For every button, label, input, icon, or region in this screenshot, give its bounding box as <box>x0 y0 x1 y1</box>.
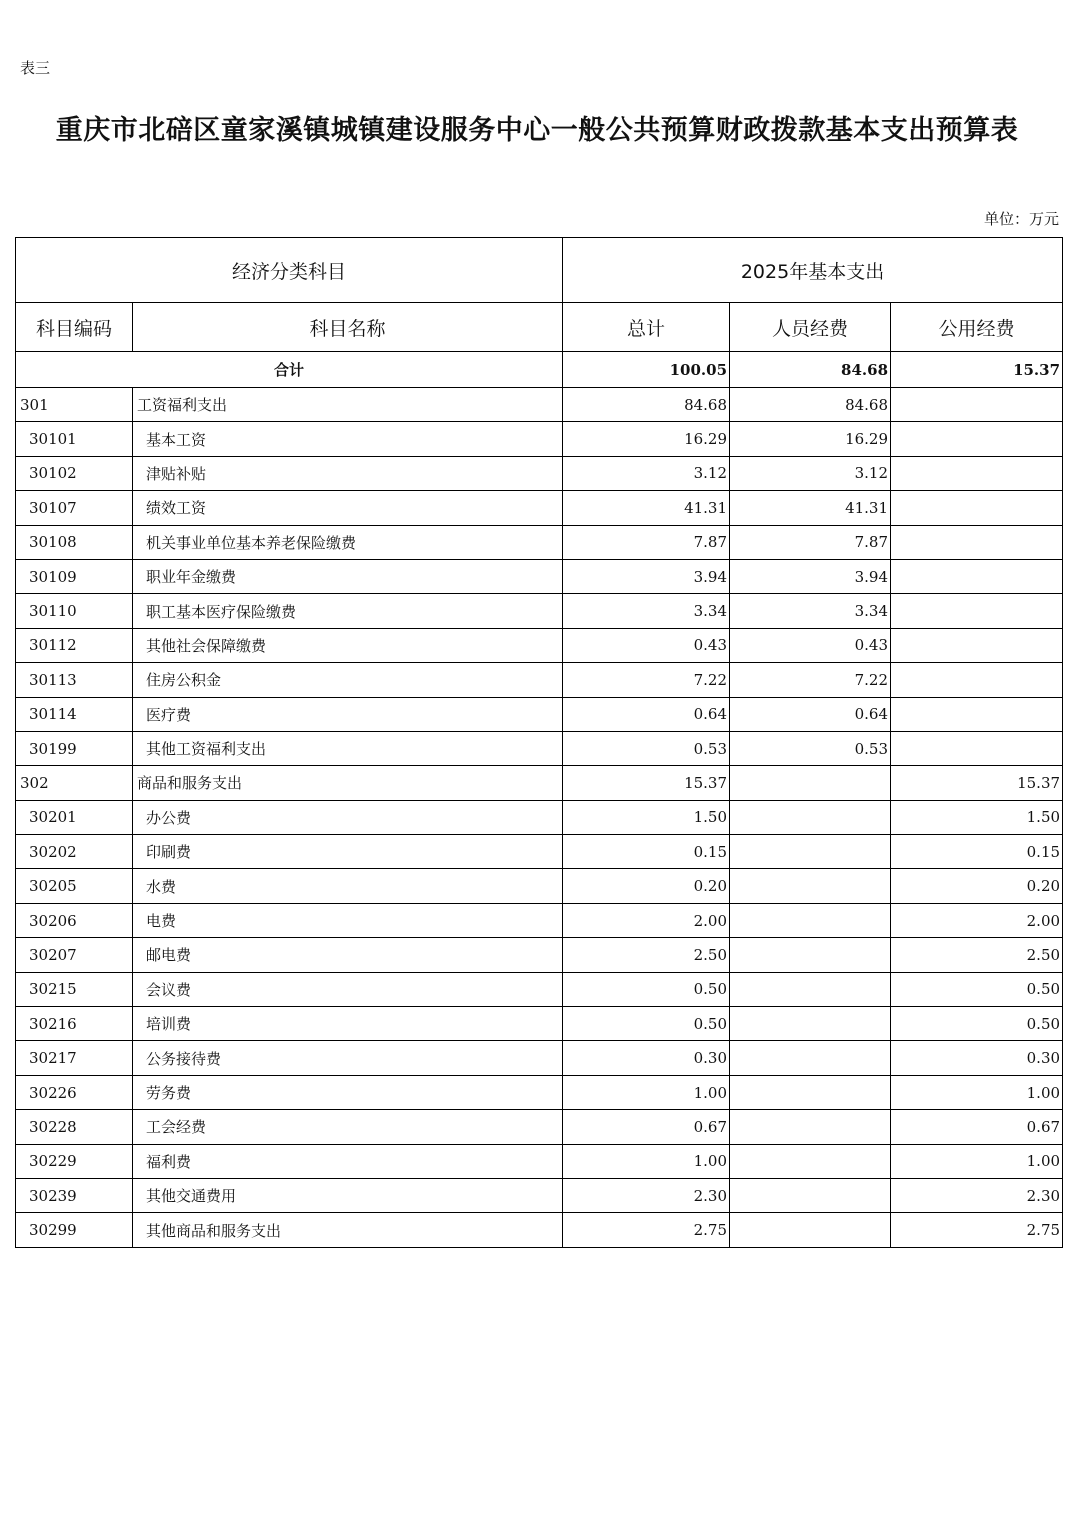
total-public: 15.37 <box>891 352 1063 388</box>
cell-public: 0.30 <box>891 1041 1063 1075</box>
cell-public <box>891 731 1063 765</box>
cell-code: 30217 <box>16 1041 133 1075</box>
cell-code: 30239 <box>16 1178 133 1212</box>
cell-total: 2.30 <box>563 1178 730 1212</box>
cell-name: 印刷费 <box>133 835 563 869</box>
header-basic-expenditure: 2025年基本支出 <box>563 238 1063 303</box>
cell-public <box>891 628 1063 662</box>
cell-personnel: 3.34 <box>730 594 891 628</box>
cell-total: 3.94 <box>563 559 730 593</box>
total-label: 合计 <box>16 352 563 388</box>
cell-total: 7.87 <box>563 525 730 559</box>
cell-personnel <box>730 1213 891 1247</box>
cell-personnel <box>730 938 891 972</box>
table-row <box>16 1075 1063 1109</box>
cell-name: 机关事业单位基本养老保险缴费 <box>133 525 563 559</box>
cell-name: 其他工资福利支出 <box>133 731 563 765</box>
cell-name: 工资福利支出 <box>133 388 563 422</box>
cell-name: 商品和服务支出 <box>133 766 563 800</box>
table-row <box>16 766 1063 800</box>
cell-public: 15.37 <box>891 766 1063 800</box>
cell-public <box>891 491 1063 525</box>
cell-code: 30202 <box>16 835 133 869</box>
table-row <box>16 1178 1063 1212</box>
table-row <box>16 628 1063 662</box>
cell-public: 1.50 <box>891 800 1063 834</box>
cell-total: 3.12 <box>563 456 730 490</box>
cell-name: 津贴补贴 <box>133 456 563 490</box>
cell-personnel: 16.29 <box>730 422 891 456</box>
cell-code: 30110 <box>16 594 133 628</box>
cell-public: 2.50 <box>891 938 1063 972</box>
header-total: 总计 <box>563 303 730 352</box>
cell-public: 0.50 <box>891 1007 1063 1041</box>
page-title: 重庆市北碚区童家溪镇城镇建设服务中心一般公共预算财政拨款基本支出预算表 <box>55 115 1019 146</box>
cell-total: 15.37 <box>563 766 730 800</box>
total-total: 100.05 <box>563 352 730 388</box>
group-header-row <box>16 238 1063 303</box>
cell-personnel <box>730 800 891 834</box>
table-row <box>16 731 1063 765</box>
table-row <box>16 1110 1063 1144</box>
header-public: 公用经费 <box>891 303 1063 352</box>
cell-total: 1.00 <box>563 1075 730 1109</box>
cell-code: 30113 <box>16 663 133 697</box>
cell-public <box>891 388 1063 422</box>
cell-public <box>891 525 1063 559</box>
table-row <box>16 663 1063 697</box>
table-label: 表三 <box>20 59 51 77</box>
table-row <box>16 525 1063 559</box>
cell-personnel: 3.12 <box>730 456 891 490</box>
cell-personnel <box>730 1075 891 1109</box>
cell-name: 水费 <box>133 869 563 903</box>
cell-personnel <box>730 972 891 1006</box>
cell-public: 2.75 <box>891 1213 1063 1247</box>
cell-public: 2.30 <box>891 1178 1063 1212</box>
cell-public: 0.67 <box>891 1110 1063 1144</box>
table-row <box>16 1144 1063 1178</box>
cell-personnel <box>730 869 891 903</box>
total-personnel: 84.68 <box>730 352 891 388</box>
cell-total: 1.00 <box>563 1144 730 1178</box>
cell-code: 30299 <box>16 1213 133 1247</box>
header-code: 科目编码 <box>16 303 133 352</box>
cell-total: 0.53 <box>563 731 730 765</box>
cell-personnel: 3.94 <box>730 559 891 593</box>
cell-total: 1.50 <box>563 800 730 834</box>
cell-code: 30206 <box>16 903 133 937</box>
header-name: 科目名称 <box>133 303 563 352</box>
cell-personnel: 0.43 <box>730 628 891 662</box>
cell-name: 邮电费 <box>133 938 563 972</box>
cell-total: 0.50 <box>563 1007 730 1041</box>
cell-name: 绩效工资 <box>133 491 563 525</box>
cell-name: 工会经费 <box>133 1110 563 1144</box>
cell-total: 84.68 <box>563 388 730 422</box>
column-header-row <box>16 303 1063 352</box>
cell-total: 16.29 <box>563 422 730 456</box>
cell-code: 30102 <box>16 456 133 490</box>
budget-table <box>15 237 1063 1248</box>
cell-public: 0.15 <box>891 835 1063 869</box>
total-row <box>16 352 1063 388</box>
cell-personnel: 7.22 <box>730 663 891 697</box>
cell-code: 30101 <box>16 422 133 456</box>
cell-code: 30215 <box>16 972 133 1006</box>
cell-name: 基本工资 <box>133 422 563 456</box>
cell-total: 0.43 <box>563 628 730 662</box>
cell-public <box>891 697 1063 731</box>
table-row <box>16 1213 1063 1247</box>
cell-public <box>891 594 1063 628</box>
cell-name: 职工基本医疗保险缴费 <box>133 594 563 628</box>
cell-code: 30228 <box>16 1110 133 1144</box>
cell-personnel <box>730 1178 891 1212</box>
cell-code: 30229 <box>16 1144 133 1178</box>
cell-code: 301 <box>16 388 133 422</box>
cell-total: 3.34 <box>563 594 730 628</box>
cell-personnel: 0.53 <box>730 731 891 765</box>
cell-name: 电费 <box>133 903 563 937</box>
unit-label: 单位：万元 <box>983 210 1059 228</box>
cell-personnel <box>730 1144 891 1178</box>
cell-public: 1.00 <box>891 1144 1063 1178</box>
cell-name: 医疗费 <box>133 697 563 731</box>
cell-name: 培训费 <box>133 1007 563 1041</box>
cell-personnel <box>730 903 891 937</box>
cell-code: 30109 <box>16 559 133 593</box>
cell-total: 2.00 <box>563 903 730 937</box>
cell-personnel: 41.31 <box>730 491 891 525</box>
cell-total: 2.75 <box>563 1213 730 1247</box>
table-row <box>16 938 1063 972</box>
table-row <box>16 869 1063 903</box>
cell-personnel <box>730 1110 891 1144</box>
cell-public: 1.00 <box>891 1075 1063 1109</box>
cell-name: 会议费 <box>133 972 563 1006</box>
cell-public <box>891 456 1063 490</box>
table-row <box>16 422 1063 456</box>
cell-public <box>891 422 1063 456</box>
cell-total: 0.30 <box>563 1041 730 1075</box>
cell-code: 30226 <box>16 1075 133 1109</box>
cell-personnel <box>730 835 891 869</box>
cell-code: 30112 <box>16 628 133 662</box>
cell-code: 30199 <box>16 731 133 765</box>
cell-code: 30107 <box>16 491 133 525</box>
header-classification: 经济分类科目 <box>16 238 563 303</box>
cell-name: 其他交通费用 <box>133 1178 563 1212</box>
cell-personnel <box>730 766 891 800</box>
cell-name: 其他社会保障缴费 <box>133 628 563 662</box>
cell-code: 30207 <box>16 938 133 972</box>
cell-code: 30114 <box>16 697 133 731</box>
table-row <box>16 972 1063 1006</box>
table-row <box>16 456 1063 490</box>
table-row <box>16 800 1063 834</box>
table-row <box>16 388 1063 422</box>
cell-personnel <box>730 1041 891 1075</box>
cell-total: 41.31 <box>563 491 730 525</box>
cell-personnel: 0.64 <box>730 697 891 731</box>
cell-public: 0.20 <box>891 869 1063 903</box>
cell-name: 职业年金缴费 <box>133 559 563 593</box>
cell-name: 其他商品和服务支出 <box>133 1213 563 1247</box>
cell-personnel: 84.68 <box>730 388 891 422</box>
cell-name: 劳务费 <box>133 1075 563 1109</box>
cell-total: 0.50 <box>563 972 730 1006</box>
cell-public: 2.00 <box>891 903 1063 937</box>
cell-name: 住房公积金 <box>133 663 563 697</box>
cell-name: 公务接待费 <box>133 1041 563 1075</box>
cell-name: 办公费 <box>133 800 563 834</box>
cell-name: 福利费 <box>133 1144 563 1178</box>
cell-code: 30108 <box>16 525 133 559</box>
table-row <box>16 697 1063 731</box>
cell-total: 7.22 <box>563 663 730 697</box>
header-personnel: 人员经费 <box>730 303 891 352</box>
cell-personnel: 7.87 <box>730 525 891 559</box>
cell-total: 0.20 <box>563 869 730 903</box>
cell-code: 30205 <box>16 869 133 903</box>
cell-total: 0.64 <box>563 697 730 731</box>
cell-total: 0.15 <box>563 835 730 869</box>
table-row <box>16 1007 1063 1041</box>
table-row <box>16 1041 1063 1075</box>
table-row <box>16 903 1063 937</box>
table-row <box>16 491 1063 525</box>
cell-code: 302 <box>16 766 133 800</box>
cell-code: 30201 <box>16 800 133 834</box>
table-row <box>16 594 1063 628</box>
table-row <box>16 559 1063 593</box>
cell-total: 0.67 <box>563 1110 730 1144</box>
cell-public <box>891 559 1063 593</box>
table-row <box>16 835 1063 869</box>
cell-code: 30216 <box>16 1007 133 1041</box>
cell-public: 0.50 <box>891 972 1063 1006</box>
cell-personnel <box>730 1007 891 1041</box>
cell-public <box>891 663 1063 697</box>
cell-total: 2.50 <box>563 938 730 972</box>
